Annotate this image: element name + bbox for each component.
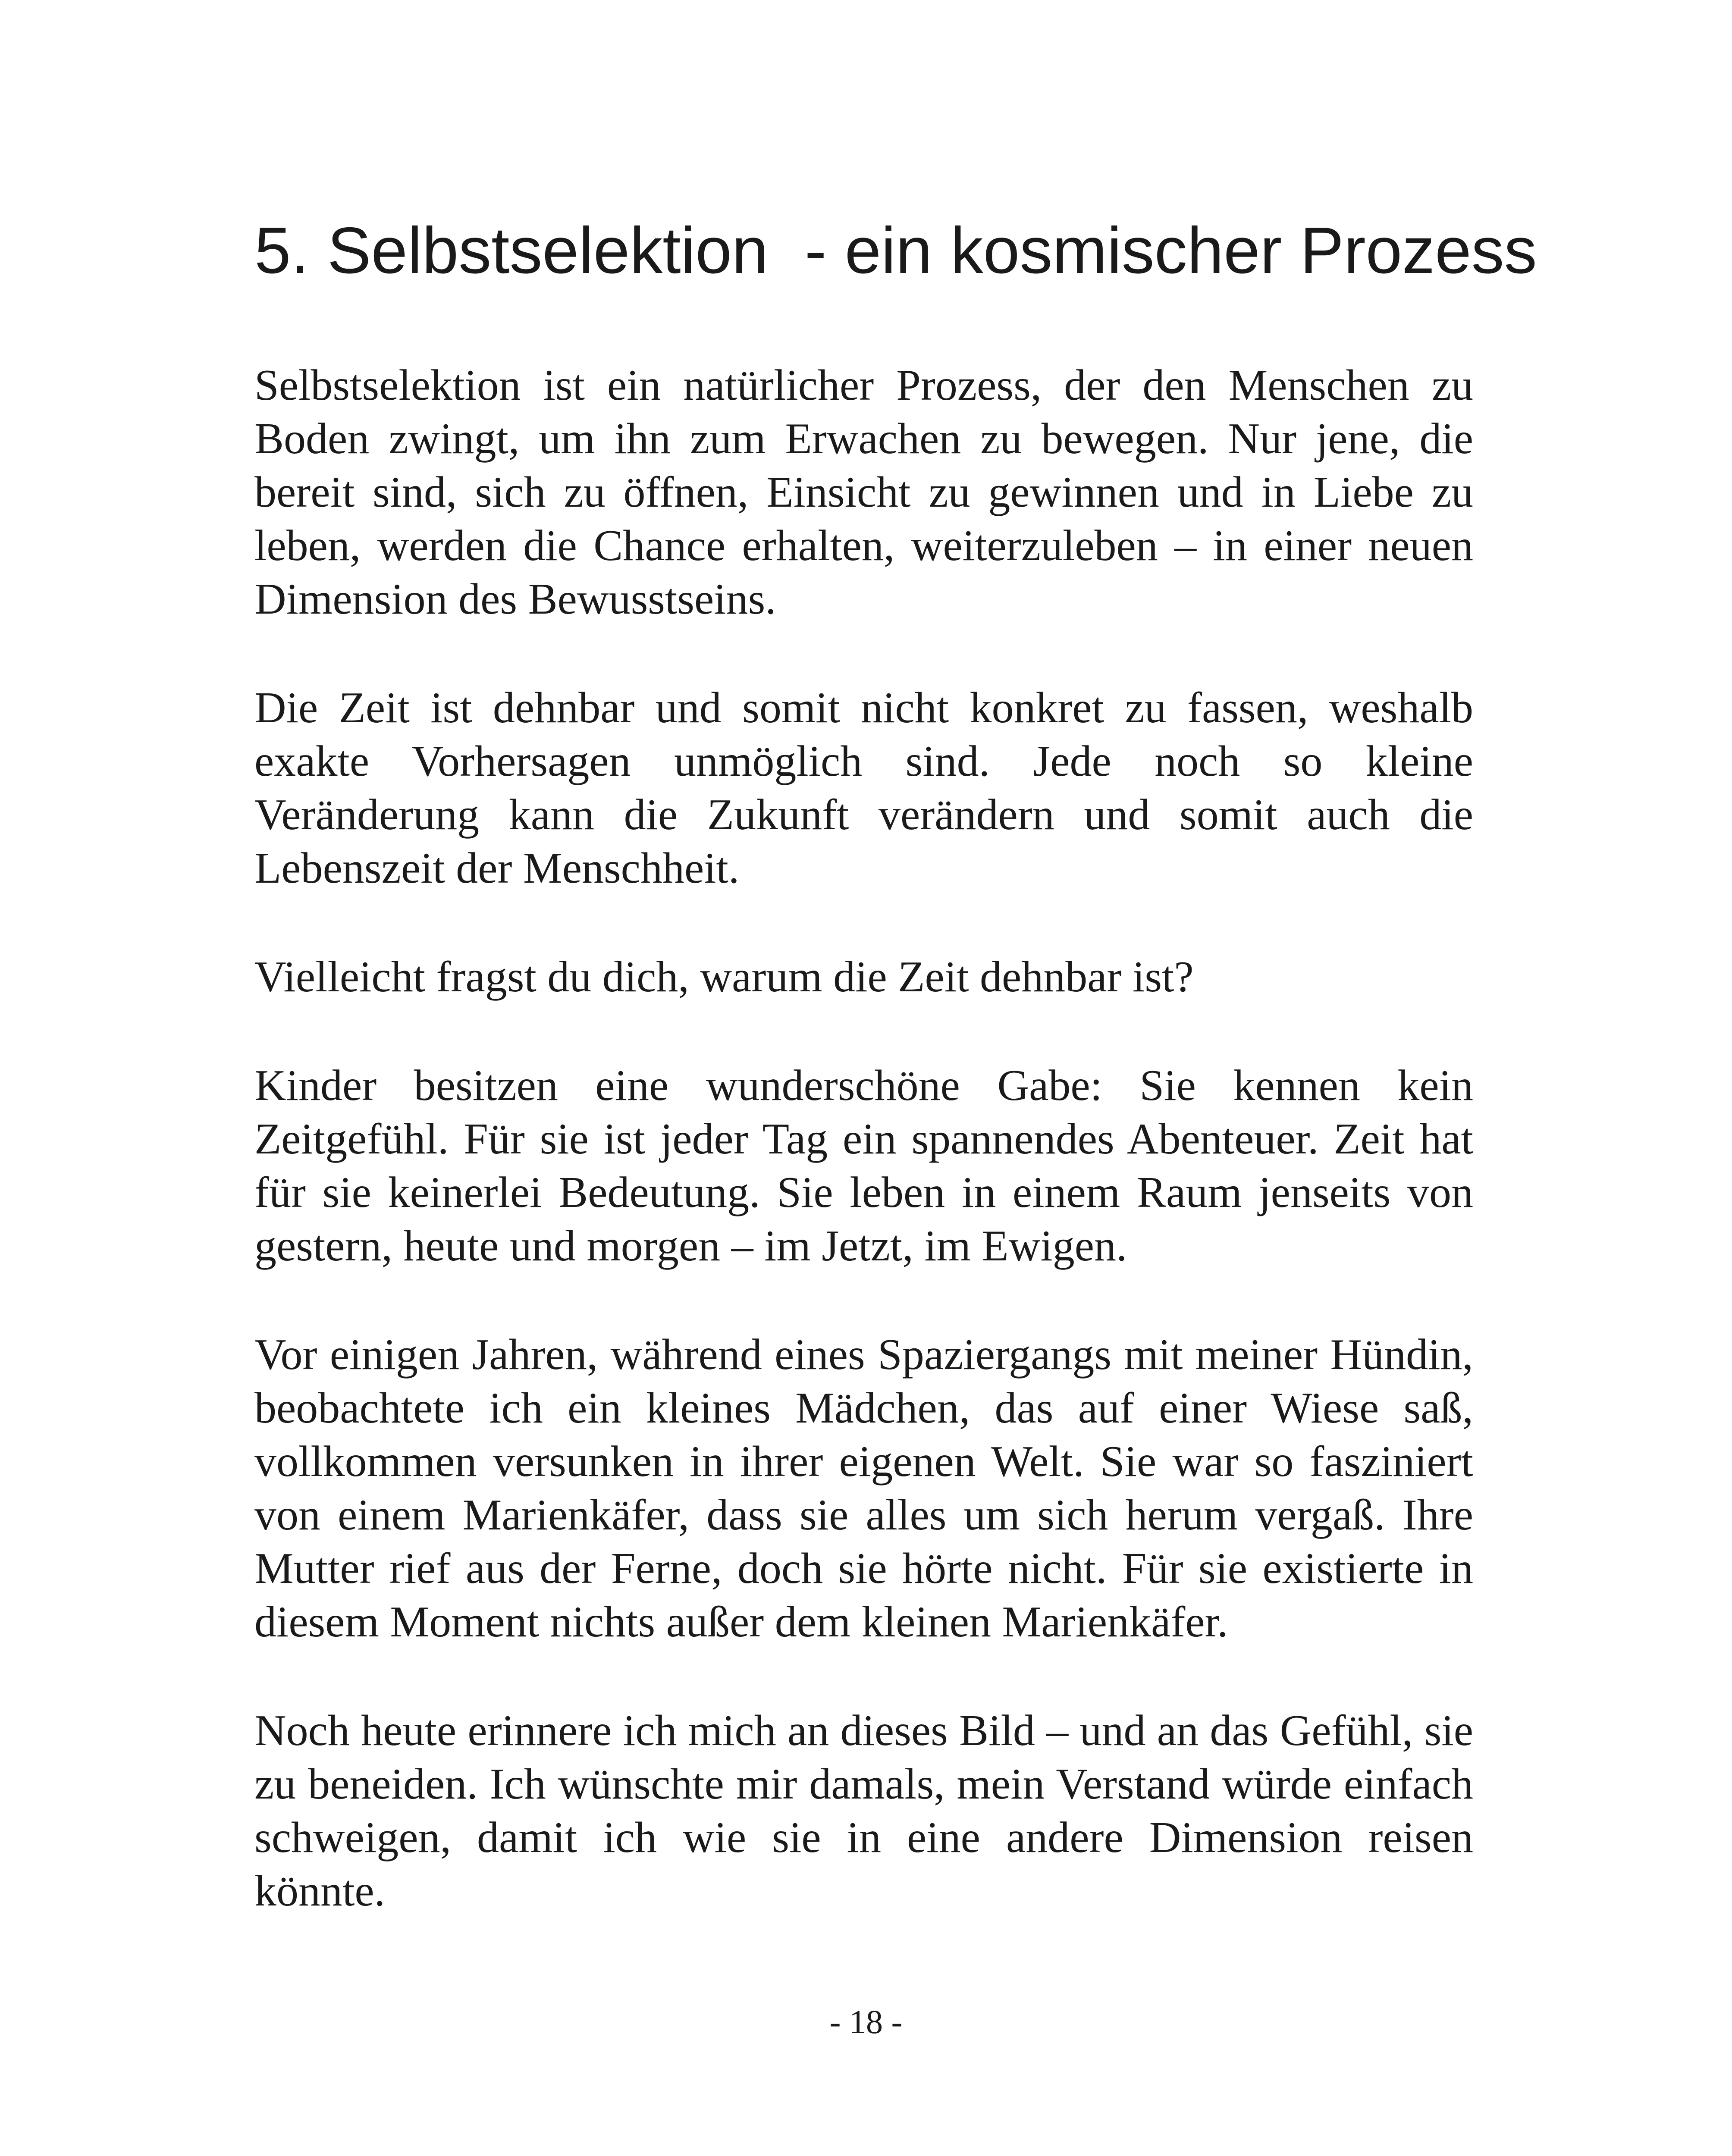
paragraph-5: Vor einigen Jahren, während eines Spaziergangs mit meiner Hündin, beobachtete ich ein kleines Mädchen, das auf einer Wiese saß, vollkommen versunken in ihrer eigenen Welt. Sie war so fasziniert von einem Marienkäfer, dass sie alles um sich herum vergaß. Ihre Mutter rief aus der Ferne, doch sie hörte nicht. Für sie existierte in diesem Moment nichts außer dem kleinen Marienkäfer. (254, 1330, 1473, 1646)
paragraph-1: Selbstselektion ist ein natürlicher Prozess, der den Menschen zu Boden zwingt, um ihn zum Erwachen zu bewegen. Nur jene, die bereit sind, sich zu öffnen, Einsicht zu gewinnen und in Liebe zu leben, werden die Chance erhalten, weiterzuleben – in einer neuen Dimension des Bewusstseins. (254, 361, 1473, 624)
paragraph-4: Kinder besitzen eine wunderschöne Gabe: Sie kennen kein Zeitgefühl. Für sie ist jeder Tag ein spannendes Abenteuer. Zeit hat für sie keinerlei Bedeutung. Sie leben in einem Raum jenseits von gestern, heute und morgen – im Jetzt, im Ewigen. (254, 1061, 1473, 1270)
page-number: - 18 - (829, 2003, 903, 2040)
paragraph-3: Vielleicht fragst du dich, warum die Zeit dehnbar ist? (254, 953, 1194, 1001)
paragraph-6: Noch heute erinnere ich mich an dieses Bild – und an das Gefühl, sie zu beneiden. Ich wünschte mir damals, mein Verstand würde einfach schweigen, damit ich wie sie in eine andere Dimension reisen könnte. (254, 1706, 1473, 1915)
paragraph-2: Die Zeit ist dehnbar und somit nicht konkret zu fassen, weshalb exakte Vorhersagen unmöglich sind. Jede noch so kleine Veränderung kann die Zukunft verändern und somit auch die Lebenszeit der Menschheit. (254, 683, 1473, 893)
chapter-title: 5. Selbstselektion - ein kosmischer Prozess (254, 214, 1537, 287)
chapter-body (254, 359, 1473, 1918)
